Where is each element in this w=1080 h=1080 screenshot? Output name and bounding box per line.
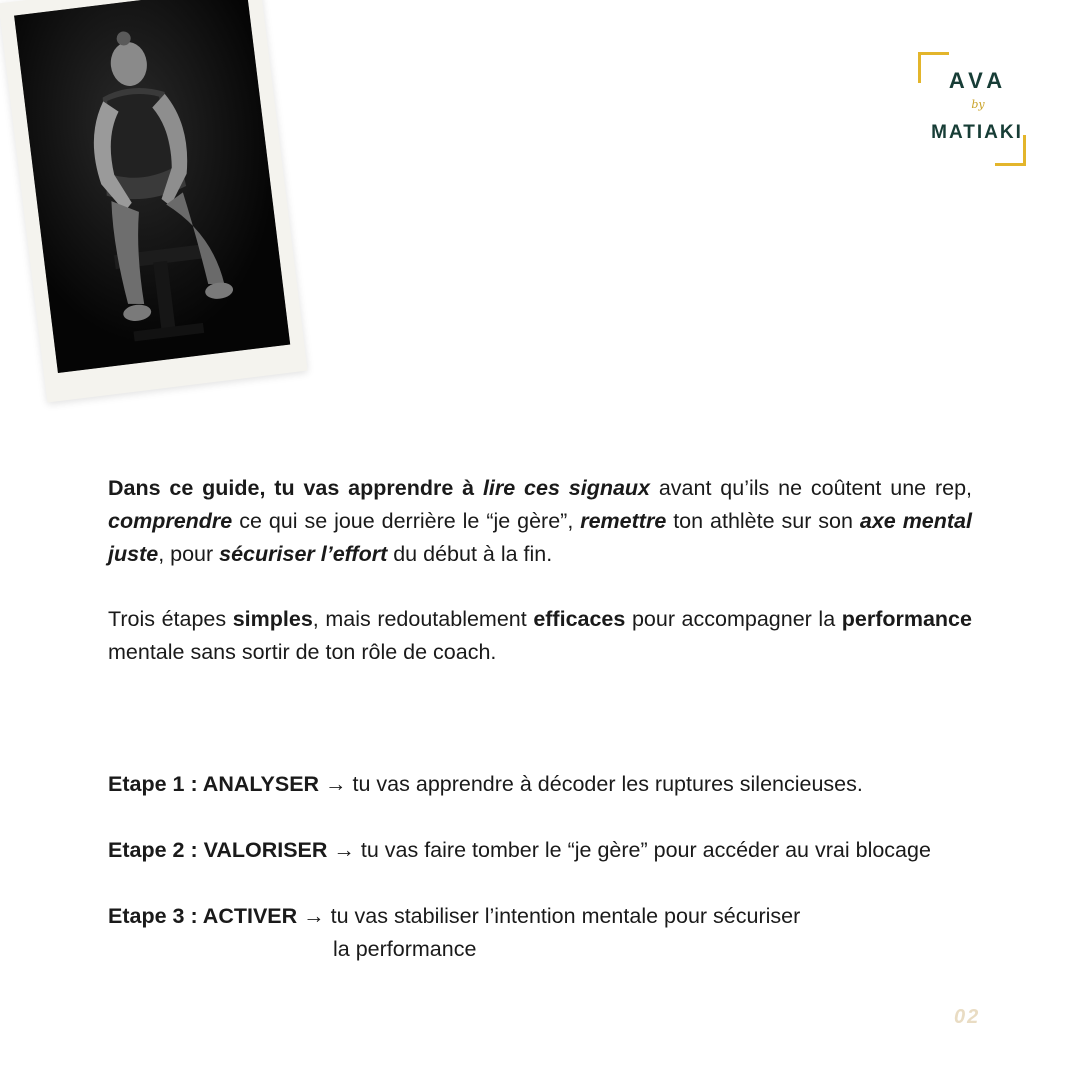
summary-bold-performance: performance — [841, 607, 972, 631]
logo-by: by — [971, 98, 985, 111]
arrow-icon: → — [297, 904, 331, 928]
intro-text-4: , pour — [158, 542, 220, 566]
intro-em-axe: axe mental juste — [108, 509, 972, 566]
intro-paragraph — [108, 472, 972, 571]
intro-text-1: avant qu’ils ne coûtent une rep, — [650, 476, 972, 500]
intro-text-2: ce qui se joue derrière le “je gère”, — [232, 509, 581, 533]
intro-em-lire: lire ces signaux — [482, 476, 651, 500]
step-3 — [108, 900, 800, 933]
logo-matiaki: MATIAKI — [931, 122, 1023, 143]
step-2-text: tu vas faire tomber le “je gère” pour accéder au vrai blocage — [360, 838, 931, 862]
intro-lead: Dans ce guide, tu vas apprendre à — [108, 476, 483, 500]
step-1-label: Etape 1 : ANALYSER — [108, 772, 320, 796]
step-1 — [108, 768, 863, 801]
step-3-text: tu vas stabiliser l’intention mentale pour sécuriser — [330, 904, 801, 928]
intro-em-remettre: remettre — [580, 509, 667, 533]
intro-em-comprendre: comprendre — [108, 509, 233, 533]
summary-text-4: mentale sans sortir de ton rôle de coach. — [108, 640, 497, 664]
logo-ava: AVA — [948, 68, 1008, 93]
athlete-photo — [14, 0, 290, 373]
brand-logo — [912, 48, 1030, 166]
athlete-image — [14, 0, 290, 373]
summary-paragraph — [108, 603, 972, 669]
arrow-icon: → — [319, 772, 353, 796]
step-2 — [108, 834, 931, 867]
step-3-text-continued: la performance — [333, 937, 477, 961]
page-number: 02 — [954, 1006, 981, 1028]
athlete-photo-frame — [0, 0, 308, 402]
step-3-label: Etape 3 : ACTIVER — [108, 904, 298, 928]
intro-text-3: ton athlète sur son — [666, 509, 860, 533]
intro-em-securiser: sécuriser l’effort — [219, 542, 388, 566]
summary-text-1: Trois étapes — [108, 607, 233, 631]
step-1-text: tu vas apprendre à décoder les ruptures silencieuses. — [352, 772, 863, 796]
arrow-icon: → — [327, 838, 361, 862]
step-2-label: Etape 2 : VALORISER — [108, 838, 328, 862]
summary-bold-simples: simples — [232, 607, 313, 631]
summary-text-3: pour accompagner la — [625, 607, 842, 631]
intro-text-5: du début à la fin. — [387, 542, 553, 566]
summary-text-2: , mais redoutablement — [312, 607, 534, 631]
summary-bold-efficaces: efficaces — [533, 607, 626, 631]
